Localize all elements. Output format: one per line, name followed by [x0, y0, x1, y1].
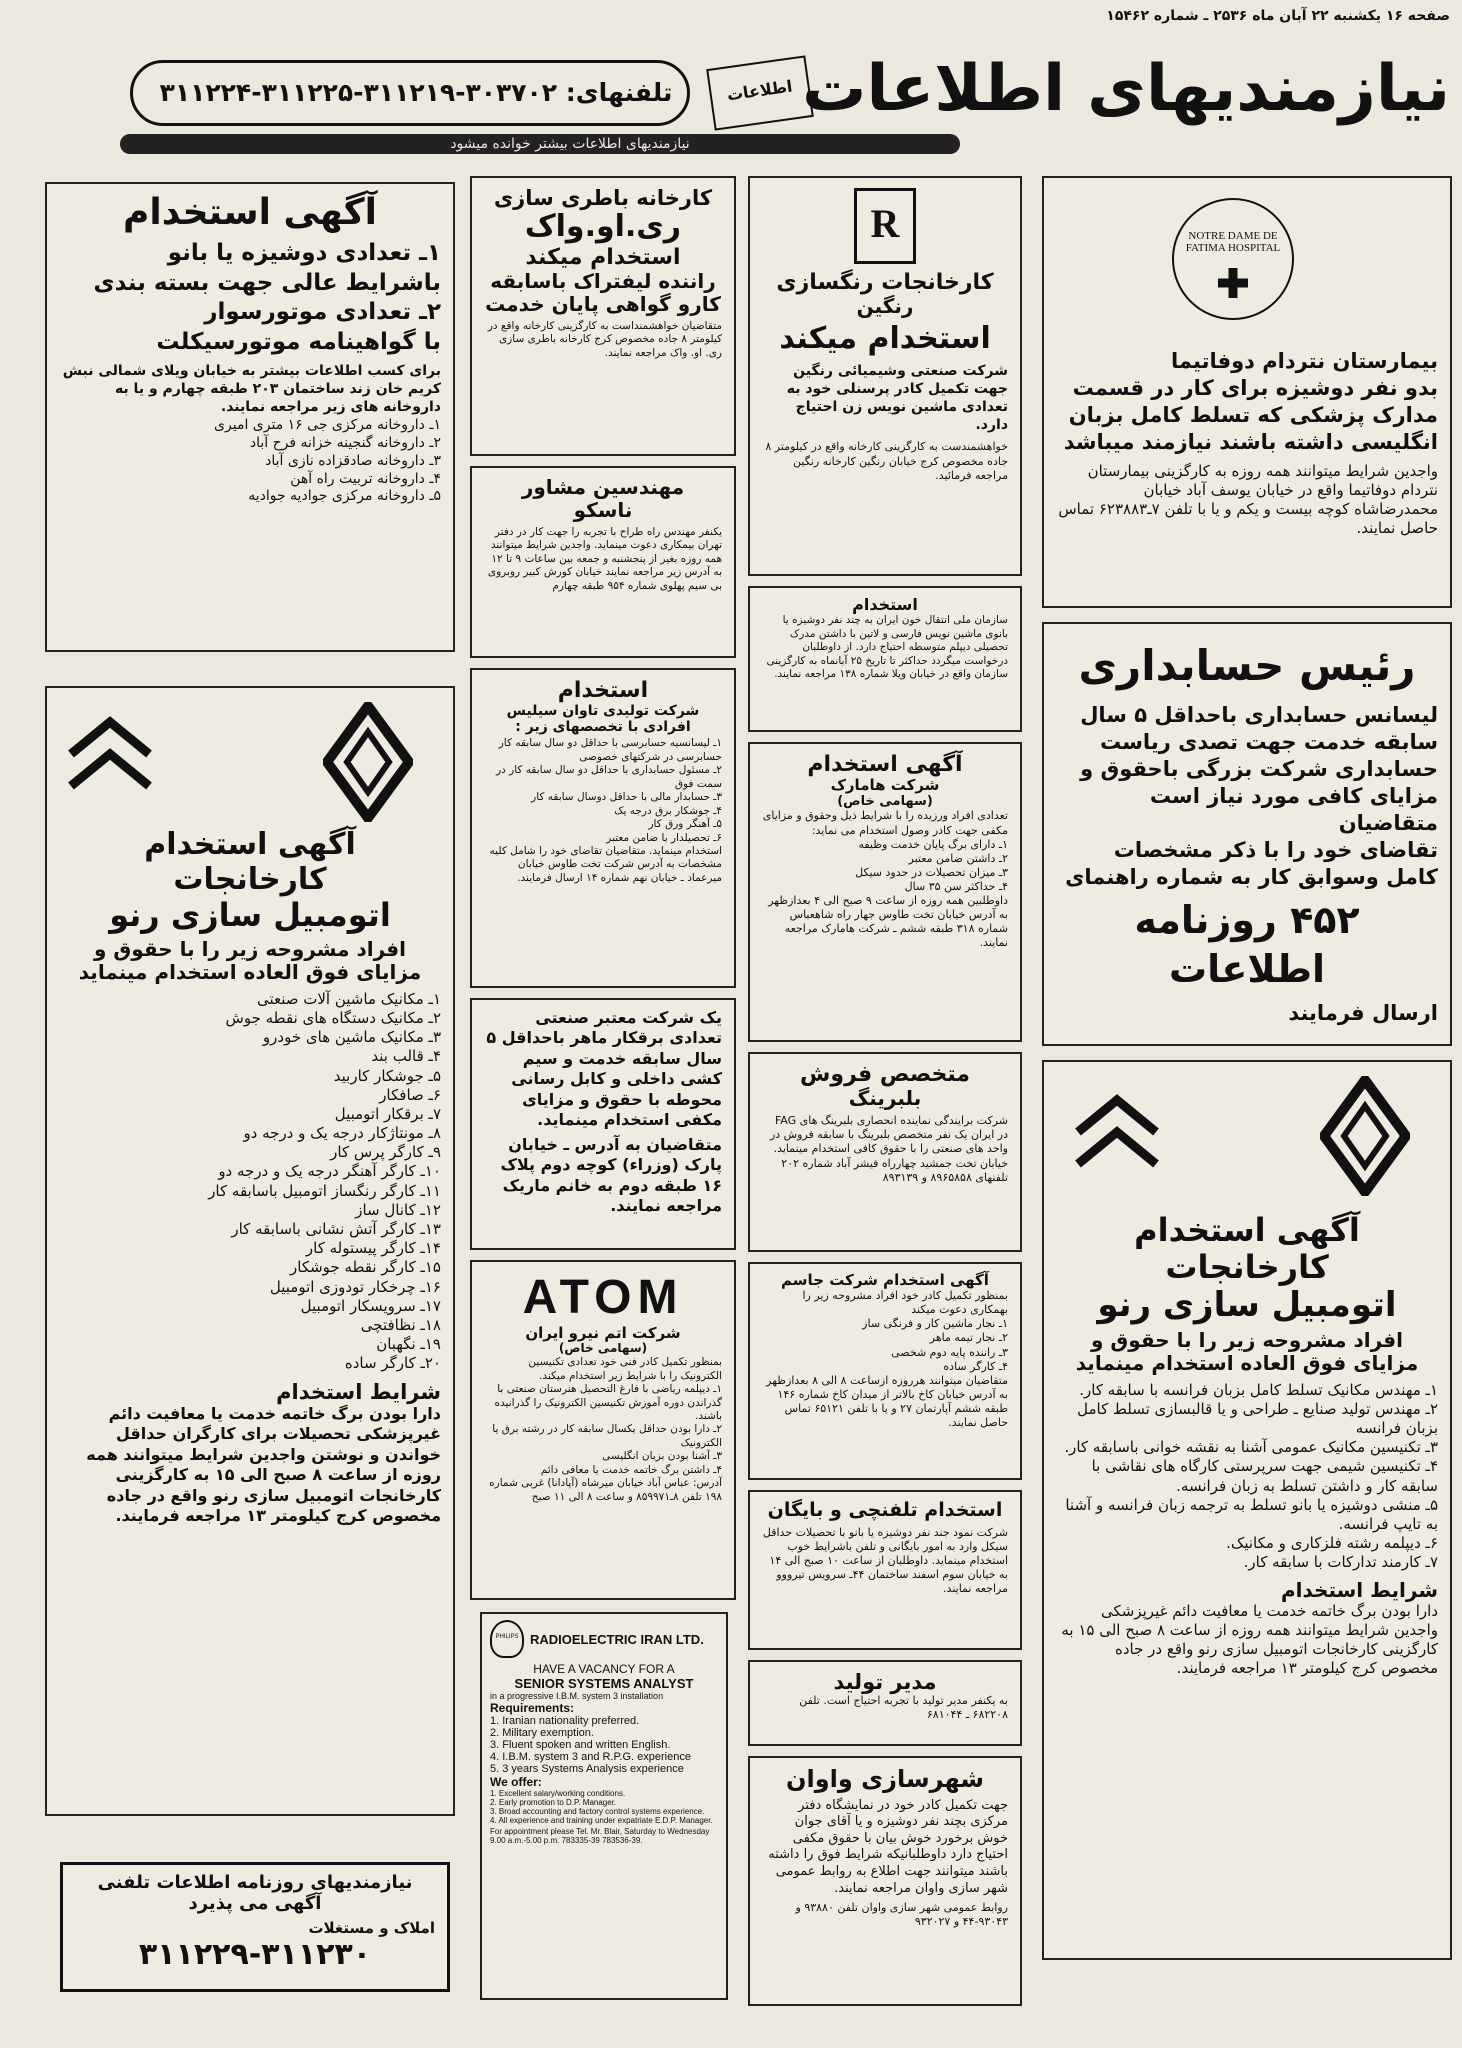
renault-right-cond-title: شرایط استخدام	[1280, 1577, 1438, 1602]
rayovac-hiring: استخدام میکند	[525, 244, 681, 270]
production-title: مدیر تولید	[833, 1670, 937, 1694]
ad-production	[748, 1660, 1022, 1746]
ad-rangin	[748, 176, 1022, 576]
renault-left-item: ۱۱ـ کارگر رنگساز اتومبیل باسابقه کار	[208, 1181, 441, 1200]
masthead-subtitle: نیازمندیهای اطلاعات بیشتر خوانده میشود	[450, 136, 690, 152]
renault-left-item: ۱۵ـ کارگر نقطه جوشکار	[290, 1258, 441, 1277]
renault-left-item: ۱۳ـ کارگر آتش نشانی باسابقه کار	[231, 1220, 441, 1239]
radio-h1: HAVE A VACANCY FOR A	[533, 1662, 675, 1676]
radio-company: RADIOELECTRIC IRAN LTD.	[530, 1631, 704, 1647]
hamarak-company: شرکت هامارک	[830, 776, 940, 795]
atom-item: ۴ـ داشتن برگ خاتمه خدمت یا معافی دائم	[540, 1463, 722, 1476]
rayovac-role: راننده لیفتراک باسابقه	[490, 268, 716, 293]
renault-left-item: ۱۴ـ کارگر پیستوله کار	[305, 1239, 441, 1258]
ad-bearing	[748, 1052, 1022, 1252]
pharmacy-item: ۴ـ داروخانه تربیت راه آهن	[290, 470, 441, 487]
renault-left-item: ۱۲ـ کانال ساز	[355, 1200, 441, 1219]
vavan-title: شهرسازی واوان	[786, 1765, 984, 1793]
pharmacy-item: ۵ـ داروخانه مرکزی جوادیه جوادیه	[248, 488, 441, 505]
renault-right-item: ۱ـ مهندس مکانیک تسلط کامل بزبان فرانسه با سابقه کار.	[1079, 1380, 1438, 1399]
renault-right-sub: مزایای فوق العاده استخدام مینماید	[1075, 1350, 1419, 1375]
atom-type: (سهامی خاص)	[558, 1341, 648, 1356]
radio-req-title: Requirements:	[490, 1701, 575, 1715]
pharmacy-item: ۲ـ داروخانه گنجینه خزانه فرح آباد	[249, 434, 441, 451]
atom-body: بمنظور تکمیل کادر فنی خود تعدادی تکنیسین الکترونیک را با شرایط زیر استخدام میکند.	[528, 1356, 722, 1382]
radio-h3: in a progressive I.B.M. system 3 installation	[490, 1691, 664, 1701]
ad-renault-right	[1042, 1060, 1452, 1960]
atom-logo: ATOM	[522, 1271, 684, 1324]
bearing-title: متخصص فروش	[800, 1062, 970, 1087]
citroen-logo-icon	[1074, 1092, 1160, 1172]
renault-left-item: ۱۰ـ کارگر آهنگر درجه یک و درجه دو	[218, 1162, 441, 1181]
renault-right-item: ۵ـ منشی دوشیزه یا بانو تسلط به ترجمه زبان فرانسه و آشنا به تایپ فرانسه.	[1065, 1495, 1438, 1533]
renault-left-cond-title: شرایط استخدام	[276, 1379, 441, 1404]
masthead	[120, 30, 1450, 170]
rangin-title: کارخانجات رنگسازی	[776, 270, 994, 295]
rangin-name: رنگین	[856, 294, 914, 319]
radio-foot: For appointment please Tel. Mr. Blair, Saturday to Wednesday 9.00 a.m.-5.00 p.m. 783335-39 783536-39.	[490, 1827, 710, 1845]
hamarak-item: ۴ـ حداکثر سن ۳۵ سال	[904, 879, 1008, 893]
taavon-item: ۴ـ جوشکار برق درجه یک	[614, 804, 722, 817]
rayovac-name: ری.او.واک	[524, 209, 682, 245]
renault-left-item: ۲۰ـ کارگر ساده	[344, 1354, 441, 1373]
ad-chief-accountant	[1042, 622, 1452, 1046]
vavan-foot: روابط عمومی شهر سازی واوان تلفن ۹۳۸۸۰ و ۹۳۰۴۳-۴۴ و ۹۳۲۰۲۷	[795, 1901, 1008, 1929]
page-dateline: صفحه ۱۶ یکشنبه ۲۲ آبان ماه ۲۵۳۶ ـ شماره ۱۵۴۶۲	[1106, 8, 1450, 24]
renault-logo-icon	[1320, 1076, 1410, 1196]
jasem-foot: متقاضیان میتوانند هرروزه ازساعت ۸ الی ۸ بعدازظهر به آدرس خیابان کاخ بالاتر از میدان کاخ شماره ۱۴۶ طبقه ششم آپارتمان ۲۷ و یا با تلفن ۶۵۱۲۱ تماس حاصل نمایند.	[766, 1373, 1008, 1429]
bearing-foot: خیابان تخت جمشید چهارراه فیشر آباد شماره ۲۰۲ تلفنهای ۸۹۶۵۸۵۸ و ۸۹۳۱۳۹	[781, 1156, 1008, 1184]
accountant-line: ارسال فرمایند	[1288, 1000, 1438, 1025]
hospital-body: واجدین شرایط میتوانند همه روزه به کارگزینی بیمارستان نتردام دوفاتیما واقع در خیابان یوسف آباد خیابان محمدرضاشاه کوچه بیست و یکم و یا با تلفن ۷ـ۶۲۳۸۸۳ تماس حاصل نمایند.	[1058, 461, 1438, 538]
pharmacy-item: ۳ـ داروخانه صادقزاده نازی آباد	[265, 452, 441, 469]
jasem-item: ۳ـ راننده پایه دوم شخصی	[891, 1345, 1008, 1359]
hiring-left-line: ۲ـ تعدادی موتورسوار	[204, 299, 441, 326]
hospital-line: بدو نفر دوشیزه برای کار در قسمت	[1072, 375, 1438, 400]
accountant-line: کامل وسوابق کار به شماره راهنمای	[1065, 864, 1438, 889]
renault-right-factory: کارخانجات	[1165, 1247, 1329, 1286]
renault-right-item: ۴ـ تکنیسین شیمی جهت سرپرستی کارگاه های نقاشی با سابقه کار و داشتن تسلط به زبان فرانسه.	[1091, 1457, 1438, 1495]
naskoo-title: مهندسین مشاور	[521, 475, 685, 499]
jasem-title: آگهی استخدام شرکت جاسم	[781, 1271, 989, 1289]
radio-req: 3. Fluent spoken and written English.	[490, 1739, 671, 1751]
accountant-line: مزایای کافی مورد نیاز است متقاضیان	[1149, 783, 1438, 835]
rayovac-body: متقاضیان خواهشمنداست به کارگزینی کارخانه واقع در کیلومتر ۸ جاده مخصوص کرج کارخانه باطری سازی ری. او. واک مراجعه نمایند.	[487, 319, 722, 359]
radio-offer: 1. Excellent salary/working conditions.	[490, 1789, 626, 1798]
ad-naskoo	[470, 466, 736, 658]
radio-offer: 3. Broad accounting and factory control systems experience.	[490, 1807, 705, 1816]
renault-logo-icon	[323, 702, 413, 822]
renault-left-item: ۶ـ صافکار	[379, 1085, 441, 1104]
radio-req: 5. 3 years Systems Analysis experience	[490, 1763, 684, 1775]
naskoo-body: یکنفر مهندس راه طراح با تجربه را جهت کار در دفتر تهران بیمکاری دعوت مینماید. واجدین شرایط میتوانند همه روزه بغیر از پنجشنبه و جمعه بین ساعات ۹ تا ۱۲ به آدرس زیر مراجعه نمایند خیابان کورش کبیر روبروی بی سیم پهلوی شماره ۹۵۴ طبقه چهارم	[487, 526, 722, 592]
rangin-logo-icon: R	[854, 188, 916, 264]
renault-left-item: ۵ـ جوشکار کاربید	[333, 1066, 441, 1085]
hamarak-item: ۲ـ داشتن ضامن معتبر	[908, 851, 1008, 865]
blood-title: استخدام	[852, 595, 918, 614]
ad-telephone	[748, 1490, 1022, 1650]
radio-req: 2. Military exemption.	[490, 1727, 594, 1739]
logo-text: اطلاعات	[725, 76, 794, 105]
rangin-hiring: استخدام میکند	[779, 321, 991, 357]
renault-left-cond: دارا بودن برگ خاتمه خدمت یا معافیت دائم غیرپزشکی تحصیلات برای کارگران حداقل خواندن و نوشتن واجدین شرایط میتوانند همه روزه از ساعت ۸ صبح الی ۱۵ به کارگزینی کارخانجات اتومبیل سازی رنو واقع در جاده مخصوص کرج کیلومتر ۱۳ مراجعه فرمایند.	[86, 1403, 441, 1526]
renault-left-item: ۸ـ مونتاژکار درجه یک و درجه دو	[243, 1124, 441, 1143]
jasem-item: ۲ـ نجار تیمه ماهر	[929, 1331, 1008, 1345]
taavon-sub: افرادی با تخصصهای زیر :	[515, 719, 691, 736]
ad-vavan	[748, 1756, 1022, 2006]
radio-req: 4. I.B.M. system 3 and R.P.G. experience	[490, 1751, 691, 1763]
taavon-item: ۶ـ تحصیلدار با ضامن معتبر	[606, 831, 722, 844]
pharmacy-item: ۱ـ داروخانه مرکزی جی ۱۶ متری امیری	[214, 416, 441, 433]
taavon-company: شرکت تولیدی تاوان سیلیس	[506, 703, 700, 720]
footer-line2: املاک و مستغلات	[308, 1919, 435, 1938]
citroen-logo-icon	[67, 714, 153, 794]
taavon-item: ۱ـ لیسانسیه حسابرسی با حداقل دو سال سابقه کار حسابرسی در شرکتهای خصوصی	[498, 737, 722, 763]
renault-left-item: ۲ـ مکانیک دستگاه های نقطه جوش	[225, 1008, 441, 1027]
philips-logo: PHILIPS	[490, 1620, 524, 1658]
hamarak-item: ۱ـ دارای برگ پایان خدمت وظیفه	[858, 837, 1008, 851]
hospital-line: انگلیسی داشته باشند نیازمند میباشد	[1063, 429, 1438, 454]
renault-right-cond: دارا بودن برگ خاتمه خدمت یا معافیت دائم غیرپزشکی واجدین شرایط میتوانند همه روزه از ساعت ۸ صبح الی ۱۵ به کارگزینی کارخانجات اتومبیل سازی رنو واقع در جاده مخصوص کرج کیلومتر ۱۳ مراجعه فرمایند.	[1061, 1601, 1438, 1678]
renault-left-list	[59, 990, 441, 1374]
renault-right-item: ۷ـ کارمند تدارکات با سابقه کار.	[1243, 1553, 1438, 1572]
masthead-logo	[706, 55, 814, 130]
bearing-sub: بلبرینگ	[848, 1086, 922, 1111]
hiring-left-line: با گواهینامه موتورسیکلت	[156, 328, 441, 355]
taavon-title: استخدام	[557, 678, 649, 703]
ad-electrician	[470, 998, 736, 1250]
renault-right-item: ۳ـ تکنیسین مکانیک عمومی آشنا به نقشه خوانی باسابقه کار.	[1064, 1438, 1438, 1457]
hiring-left-line: باشرایط عالی جهت بسته بندی	[93, 269, 441, 296]
renault-left-item: ۱۶ـ چرخکار تودوزی اتومبیل	[269, 1277, 441, 1296]
renault-left-sub: افراد مشروحه زیر را با حقوق و	[94, 936, 406, 961]
renault-right-sub: افراد مشروحه زیر را با حقوق و	[1091, 1327, 1403, 1352]
masthead-title: نیازمندیهای اطلاعات	[802, 52, 1450, 126]
hamarak-title: آگهی استخدام	[807, 752, 963, 777]
ad-taavon	[470, 668, 736, 988]
hamarak-foot: داوطلبین همه روزه از ساعت ۹ صبح الی ۴ بعدازظهر به آدرس خیابان تخت طاوس جهار راه شاهعباس شماره ۳۱۸ طبقه ششم ـ شرکت هامارک مراجعه نمایند.	[768, 893, 1008, 950]
ad-hospital	[1042, 176, 1452, 608]
accountant-line: سابقه خدمت جهت تصدی ریاست	[1100, 730, 1438, 755]
seal-text: NOTRE DAME DE FATIMA HOSPITAL	[1185, 230, 1281, 254]
cross-icon	[1218, 268, 1248, 298]
hiring-left-title: آگهی استخدام	[123, 192, 377, 233]
radio-req: 1. Iranian nationality preferred.	[490, 1715, 640, 1727]
radio-h2: SENIOR SYSTEMS ANALYST	[514, 1676, 694, 1691]
renault-left-item: ۳ـ مکانیک ماشین های خودرو	[262, 1028, 441, 1047]
rangin-body: شرکت صنعتی وشیمیائی رنگین جهت تکمیل کادر پرسنلی خود به تعدادی ماشین نویس زن احتیاج دارد.	[786, 362, 1008, 433]
vavan-body: جهت تکمیل کادر خود در نمایشگاه دفتر مرکزی بچند نفر دوشیزه و یا آقای جوان خوش برخورد خوش بیان با حقوق مکفی احتیاج دارد داوطلبانیکه شرایط فوق را داشته باشند میتوانند جهت اطلاع به روابط عمومی شهر سازی واوان مراجعه نمایند.	[768, 1797, 1008, 1896]
ad-jasem	[748, 1262, 1022, 1480]
renault-left-title: آگهی استخدام	[144, 827, 356, 862]
renault-left-item: ۱ـ مکانیک ماشین آلات صنعتی	[256, 989, 441, 1008]
rayovac-req: کارو گواهی پایان خدمت	[485, 291, 721, 316]
naskoo-name: ناسکو	[573, 498, 633, 522]
accountant-title: رئیس حسابداری	[1078, 641, 1416, 690]
hamarak-body: تعدادی افراد ورزیده را با شرایط ذیل وحقوق و مزایای مکفی جهت کادر وصول استخدام می نماید:	[762, 809, 1008, 837]
renault-left-sub: مزایای فوق العاده استخدام مینماید	[78, 959, 422, 984]
production-body: به یکنفر مدیر تولید با تجربه احتیاج است. تلفن ۶۸۲۲۰۸ ـ ۶۸۱۰۴۴	[799, 1694, 1008, 1722]
atom-item: ۱ـ دیپلمه ریاضی با فارغ التحصیل هنرستان صنعتی با گذراندن دوره آموزش تکنیسین الکترونیک را گذرانیده باشند.	[494, 1383, 722, 1422]
atom-company: شرکت اتم نیرو ایران	[525, 1324, 681, 1343]
jasem-body: بمنظور تکمیل کادر خود افراد مشروحه زیر را بهمکاری دعوت میکند	[802, 1289, 1008, 1317]
telephone-title: استخدام تلفنچی و بایگان	[767, 1499, 1003, 1521]
renault-right-item: ۲ـ مهندس تولید صنایع ـ طراحی و یا قالبسازی تسلط کامل بزبان فرانسه	[1077, 1399, 1438, 1438]
electrician-body: یک شرکت معتبر صنعتی تعدادی برقکار ماهر باحداقل ۵ سال سابقه خدمت و سیم کشی داخلی و کابل رسانی محوطه با حقوق و مزایای مکفی استخدام مینماید.	[486, 1008, 722, 1130]
hamarak-type: (سهامی خاص)	[837, 793, 933, 809]
ad-atom-niroo	[470, 1260, 736, 1600]
footer-phones: ۳۱۱۲۲۹-۳۱۱۲۳۰	[138, 1936, 372, 1972]
accountant-line: حسابداری شرکت بزرگی باحقوق و	[1080, 757, 1438, 782]
rangin-foot: خواهشمندست به کارگزینی کارخانه واقع در کیلومتر ۸ جاده مخصوص کرج خیابان رنگین کارخانه رنگین مراجعه فرمائید.	[765, 440, 1008, 483]
ad-rayovac	[470, 176, 736, 456]
hospital-line: بیمارستان نتردام دوفاتیما	[1171, 349, 1438, 373]
renault-left-item: ۱۷ـ سرویسکار اتومبیل	[300, 1296, 441, 1315]
rayovac-title: کارخانه باطری سازی	[493, 186, 713, 210]
blood-body: سازمان ملی انتقال خون ایران به چند نفر دوشیزه یا بانوی ماشین نویس فارسی و لاتین با داشتن مدرک تحصیلی دیپلم متوسطه احتیاج دارد. از داوطلبان درخواست میگردد حداکثر تا تاریخ ۲۵ آبانماه به کارگزینی سازمان واقع در خیابان ویلا شماره ۱۳۸ مراجعه نمایند.	[766, 614, 1008, 681]
taavon-item: ۲ـ مسئول حسابداری با حداقل دو سال سابقه کار در سمت فوق	[496, 764, 722, 790]
renault-left-item: ۴ـ قالب بند	[371, 1047, 441, 1066]
renault-left-factory: کارخانجات	[173, 861, 327, 897]
renault-left-item: ۱۹ـ نگهبان	[376, 1335, 441, 1354]
taavon-body: استخدام مینماید. متقاضیان تقاضای خود را شامل کلیه مشخصات به آدرس شرکت تخت طاوس خیابان میرعماد ـ خیابان نهم شماره ۱۴ ارسال فرمایند.	[489, 844, 722, 884]
telephone-body: شرکت نمود جند نفر دوشیزه یا بانو با تحصیلات حداقل سیکل وارد به امور بایگانی و تلفن باشرایط خوب استخدام مینماید. داوطلبان از ساعت ۱۰ صبح الی ۱۴ به خیابان سوم اسفند ساختمان ۴۴ـ سرویس تیرووو مراجعه نمایند.	[762, 1525, 1008, 1596]
renault-left-item: ۷ـ برقکار اتومبیل	[334, 1104, 441, 1123]
footer-line1: نیازمندیهای روزنامه اطلاعات تلفنی آگهی می پذیرد	[97, 1872, 413, 1914]
hiring-left-line: ۱ـ تعدادی دوشیزه یا بانو	[167, 240, 441, 267]
ad-renault-left	[45, 686, 455, 1816]
renault-right-title: آگهی استخدام	[1134, 1211, 1360, 1249]
ad-hamarak	[748, 742, 1022, 1042]
jasem-item: ۱ـ نجار ماشین کار و فرنگی ساز	[862, 1317, 1008, 1331]
accountant-line: تقاضای خود را با ذکر مشخصات	[1113, 837, 1438, 862]
ad-blood-org	[748, 586, 1022, 732]
atom-foot: آدرس: عباس آباد خیابان میرشاه (آپادانا) غربی شماره ۱۹۸ تلفن ۸ـ۸۵۹۹۷۱ و ساعت ۸ الی ۱۱ صبح	[489, 1477, 722, 1503]
renault-left-item: ۹ـ کارگر پرس کار	[330, 1143, 441, 1162]
taavon-item: ۵ـ آهنگر ورق کار	[648, 818, 722, 831]
bearing-body: شرکت برایندگی نماینده انحصاری بلبرینگ های FAG در ایران یک نفر متخصص بلبرینگ با سابقه فروش در واحد های صنعتی را با حقوق کافی استخدام مینماید.	[769, 1114, 1008, 1156]
radio-offer: 4. All experience and training under expatriate E.D.P. Manager.	[490, 1816, 713, 1825]
radio-offer: 2. Early promotion to D.P. Manager.	[490, 1798, 617, 1807]
atom-item: ۳ـ آشنا بودن بزبان انگلیسی	[602, 1450, 722, 1463]
renault-right-company: اتومبیل سازی رنو	[1097, 1284, 1397, 1325]
accountant-ref: ۴۵۲ روزنامه اطلاعات	[1134, 898, 1360, 992]
ad-radioelectric	[480, 1612, 728, 2000]
renault-right-item: ۶ـ دیپلمه رشته فلزکاری و مکانیک.	[1226, 1534, 1438, 1553]
accountant-line: لیسانس حسابداری باحداقل ۵ سال	[1080, 703, 1438, 728]
ad-hiring-left	[45, 182, 455, 652]
renault-left-item: ۱۸ـ نظافتچی	[360, 1315, 441, 1334]
taavon-item: ۳ـ حسابدار مالی با حداقل دوسال سابقه کار	[531, 791, 722, 804]
ad-footer-phones	[60, 1862, 450, 1992]
electrician-foot: متقاضیان به آدرس ـ خیابان پارک (وزراء) کوچه دوم پلاک ۱۶ طبقه دوم به خانم ماریک مراجعه نمایند.	[500, 1134, 722, 1216]
hospital-seal	[1172, 198, 1294, 320]
radio-offer-title: We offer:	[490, 1775, 542, 1789]
masthead-phones: تلفنهای: ۳۰۳۷۰۲-۳۱۱۲۱۹-۳۱۱۲۲۵-۳۱۱۲۲۴	[159, 78, 673, 107]
atom-item: ۲ـ دارا بودن حداقل یکسال سابقه کار در رشته برق یا الکترونیک	[492, 1423, 722, 1449]
renault-left-company: اتومبیل سازی رنو	[109, 896, 391, 934]
hiring-left-body: برای کسب اطلاعات بیشتر به خیابان ویلای شمالی نبش کریم خان زند ساختمان ۲۰۳ طبقه چهارم و یا به داروخانه های زیر مراجعه نمایند.	[62, 363, 441, 415]
hospital-line: مدارک پزشکی که تسلط کامل بزبان	[1068, 402, 1438, 427]
hamarak-item: ۳ـ میزان تحصیلات در حدود سیکل	[855, 865, 1008, 879]
jasem-item: ۴ـ کارگر ساده	[943, 1359, 1008, 1373]
